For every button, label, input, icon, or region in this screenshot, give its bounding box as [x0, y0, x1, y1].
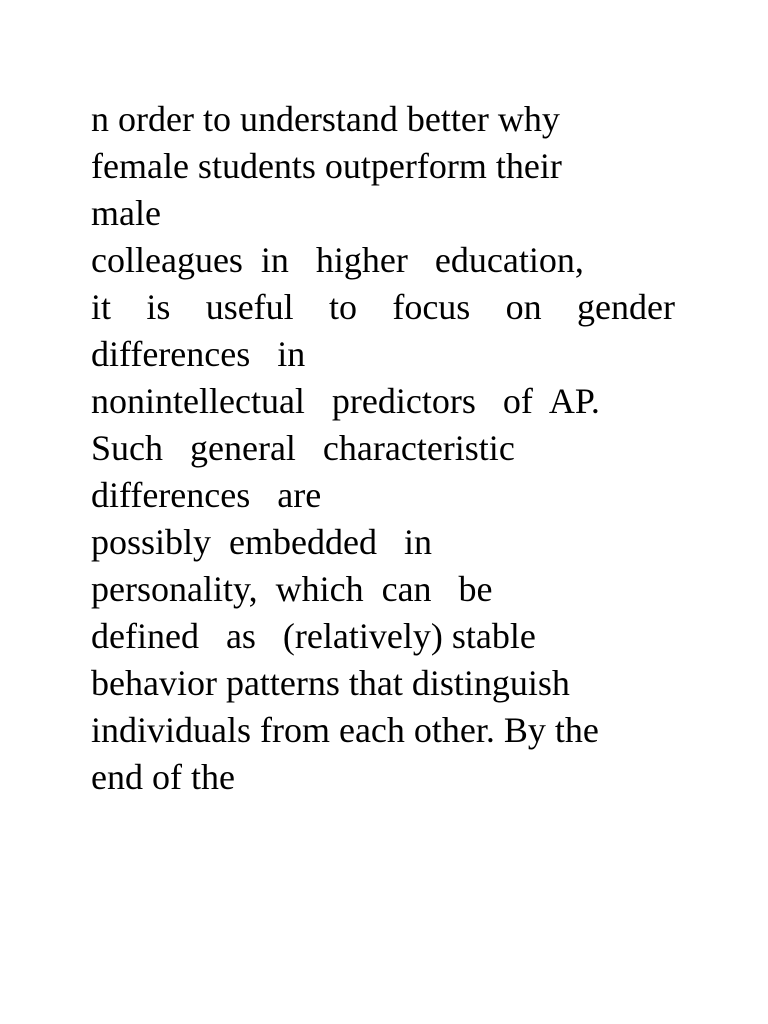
word: on: [505, 287, 542, 327]
text-line: Such general characteristic: [91, 428, 515, 468]
text-line: differences in: [91, 334, 306, 374]
body-text: [91, 96, 691, 801]
word: to: [329, 287, 358, 327]
word: gender: [576, 287, 675, 327]
text-line: behavior patterns that distinguish: [91, 663, 570, 703]
word: it: [91, 287, 112, 327]
word: useful: [205, 287, 294, 327]
word: focus: [392, 287, 471, 327]
text-line: personality, which can be: [91, 569, 493, 609]
text-line: n order to understand better why: [91, 99, 560, 139]
text-line: defined as (relatively) stable: [91, 616, 536, 656]
word: is: [146, 287, 171, 327]
text-line: possibly embedded in: [91, 522, 432, 562]
text-line: colleagues in higher education,: [91, 240, 584, 280]
text-line: differences are: [91, 475, 322, 515]
justified-text-line: [91, 284, 675, 331]
text-line: male: [91, 193, 161, 233]
text-line: individuals from each other. By the: [91, 710, 599, 750]
text-line: nonintellectual predictors of AP.: [91, 381, 600, 421]
text-line: female students outperform their: [91, 146, 562, 186]
text-line: end of the: [91, 757, 235, 797]
